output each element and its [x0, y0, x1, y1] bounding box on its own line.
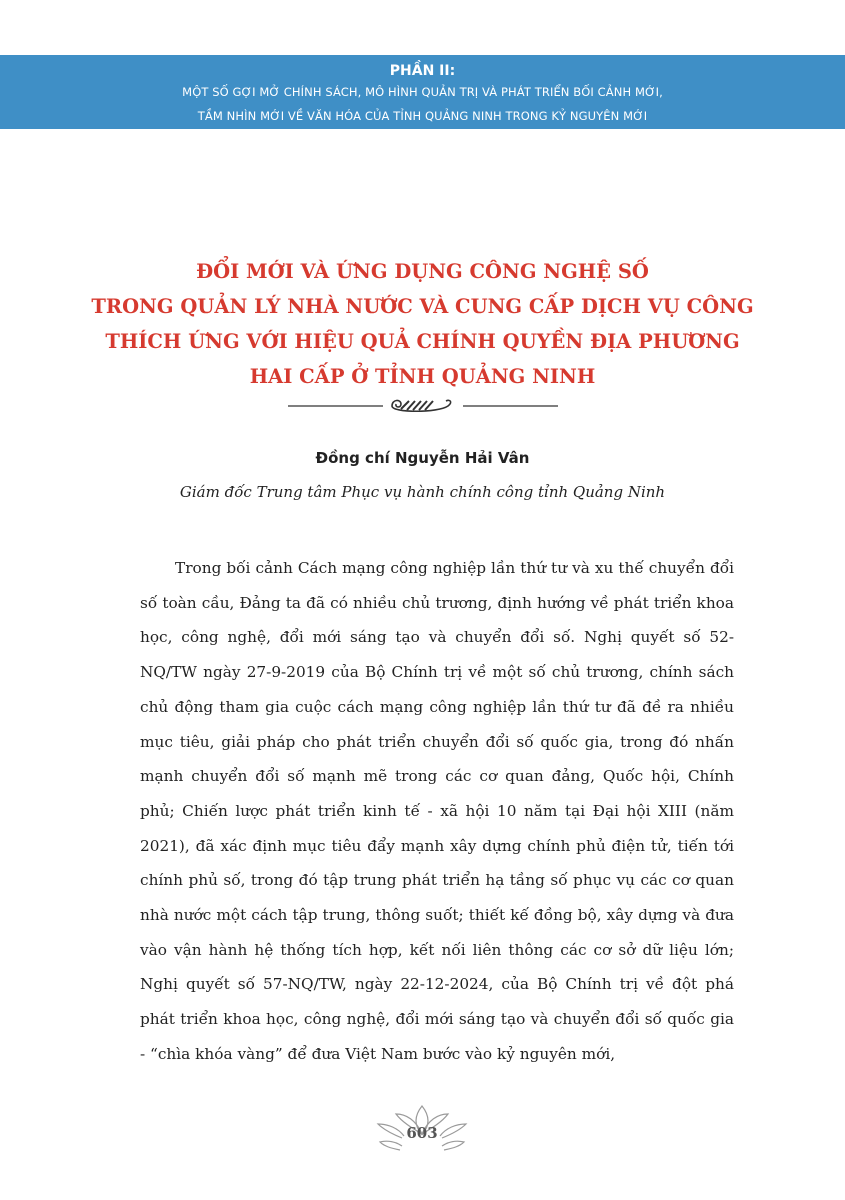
- author-name: Đồng chí Nguyễn Hải Vân: [315, 449, 530, 467]
- page-number: 603: [406, 1124, 438, 1142]
- ornamental-divider-icon: [288, 396, 558, 416]
- author-role: Giám đốc Trung tâm Phục vụ hành chính công tỉnh Quảng Ninh: [179, 483, 666, 501]
- article-title-line: THÍCH ỨNG VỚI HIỆU QUẢ CHÍNH QUYỀN ĐỊA PHƯƠNG: [105, 330, 740, 353]
- body-paragraph: Trong bối cảnh Cách mạng công nghiệp lần thứ tư và xu thế chuyển đổi số toàn cầu, Đảng ta đã có nhiều chủ trương, định hướng về phát triển khoa học, công nghệ, đổi mới sáng tạo và chuyển đổi số. Nghị quyết số 52-NQ/TW ngày 27-9-2019 của Bộ Chính trị về một số chủ trương, chính sách chủ động tham gia cuộc cách mạng công nghiệp lần thứ tư đã đề ra nhiều mục tiêu, giải pháp cho phát triển chuyển đổi số quốc gia, trong đó nhấn mạnh chuyển đổi số mạnh mẽ trong các cơ quan đảng, Quốc hội, Chính phủ; Chiến lược phát triển kinh tế - xã hội 10 năm tại Đại hội XIII (năm 2021), đã xác định mục tiêu đẩy mạnh xây dựng chính phủ điện tử, tiến tới chính phủ số, trong đó tập trung phát triển hạ tầng số phục vụ các cơ quan nhà nước một cách tập trung, thông suốt; thiết kế đồng bộ, xây dựng và đưa vào vận hành hệ thống tích hợp, kết nối liên thông các cơ sở dữ liệu lớn; Nghị quyết số 57-NQ/TW, ngày 22-12-2024, của Bộ Chính trị về đột phá phát triển khoa học, công nghệ, đổi mới sáng tạo và chuyển đổi số quốc gia - “chìa khóa vàng” để đưa Việt Nam bước vào kỷ nguyên mới,: [140, 559, 734, 1063]
- section-banner: [0, 55, 845, 129]
- part-label: PHẦN II:: [389, 63, 456, 79]
- part-subtitle-line-1: MỘT SỐ GỢI MỞ CHÍNH SÁCH, MÔ HÌNH QUẢN TRỊ VÀ PHÁT TRIỂN BỐI CẢNH MỚI,: [182, 85, 663, 99]
- article-title-line: TRONG QUẢN LÝ NHÀ NƯỚC VÀ CUNG CẤP DỊCH VỤ CÔNG: [91, 295, 754, 318]
- article-title-line: HAI CẤP Ở TỈNH QUẢNG NINH: [249, 365, 596, 388]
- article-title-line: ĐỔI MỚI VÀ ỨNG DỤNG CÔNG NGHỆ SỐ: [196, 260, 649, 283]
- part-subtitle-line-2: TẦM NHÌN MỚI VỀ VĂN HÓA CỦA TỈNH QUẢNG NINH TRONG KỶ NGUYÊN MỚI: [197, 109, 648, 123]
- page-footer: [372, 1102, 472, 1158]
- article-title: [0, 254, 845, 394]
